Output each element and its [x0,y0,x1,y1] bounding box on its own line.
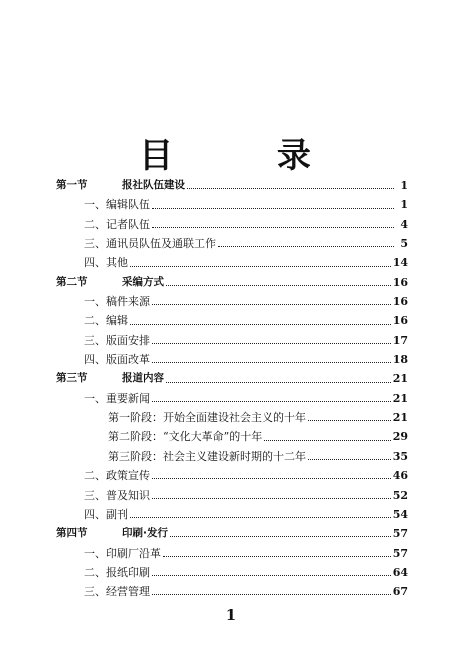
toc-section-row [56,524,408,543]
dot-leader [130,324,391,325]
dot-leader [130,517,391,518]
entry-title: 一、稿件来源 [84,295,150,309]
entry-title: 三、经营管理 [84,585,150,599]
dot-leader [170,536,391,537]
page-reference: 16 [392,295,408,309]
dot-leader [152,575,391,576]
section-number: 第四节 [56,527,88,540]
toc-entry-row [56,505,408,524]
entry-title: 二、政策宣传 [84,469,150,483]
page-reference: 21 [392,411,408,425]
dot-leader [166,285,391,286]
entry-title: 一、重要新闻 [84,391,150,405]
section-title: 报社队伍建设 [122,179,185,191]
page-reference: 16 [392,314,408,328]
page-reference: 21 [392,391,408,405]
toc-entry-row [56,389,408,408]
section-title: 印刷·发行 [122,527,168,540]
toc-section-row [56,369,408,388]
toc-entry-row [56,582,408,601]
dot-leader [152,208,394,209]
dot-leader [152,304,391,305]
dot-leader [308,459,391,460]
page-reference: 14 [392,256,408,270]
section-number: 第二节 [56,275,88,288]
dot-leader [308,420,391,421]
toc-entry-row [56,253,408,272]
dot-leader [218,246,394,247]
table-of-contents [56,176,408,602]
toc-section-row [56,273,408,292]
page-reference: 18 [392,353,408,367]
toc-entry-row [56,447,408,466]
toc-entry-row [56,292,408,311]
subentry-title: 第一阶段：开始全面建设社会主义的十年 [108,411,306,425]
page-number: 1 [225,606,237,624]
dot-leader [264,440,390,441]
dot-leader [163,556,391,557]
section-number: 第一节 [56,179,88,191]
dot-leader [152,594,391,595]
section-title: 采编方式 [122,275,164,288]
toc-entry-row [56,215,408,234]
dot-leader [152,478,391,479]
entry-title: 四、其他 [84,256,128,270]
toc-entry-row [56,195,408,214]
toc-entry-row [56,350,408,369]
toc-entry-row [56,466,408,485]
page-reference: 5 [400,237,408,251]
toc-entry-row [56,234,408,253]
dot-leader [130,266,391,267]
page-reference: 1 [400,179,408,192]
subentry-title: 第三阶段：社会主义建设新时期的十二年 [108,449,306,463]
page-reference: 64 [392,565,408,579]
entry-title: 一、编辑队伍 [84,198,150,212]
dot-leader [152,401,391,402]
page-reference: 29 [392,430,408,444]
page-reference: 57 [392,546,408,560]
entry-title: 四、版面改革 [84,353,150,367]
toc-entry-row [56,408,408,427]
entry-title: 一、印刷厂沿革 [84,546,161,560]
toc-entry-row [56,486,408,505]
entry-title: 二、编辑 [84,314,128,328]
entry-title: 四、副刊 [84,507,128,521]
section-number: 第三节 [56,372,88,385]
page-reference: 67 [392,585,408,599]
page-reference: 52 [392,488,408,502]
toc-entry-row [56,427,408,446]
entry-title: 三、通讯员队伍及通联工作 [84,237,216,251]
page-reference: 54 [392,507,408,521]
entry-title: 二、报纸印刷 [84,565,150,579]
section-title: 报道内容 [122,372,164,385]
entry-title: 三、版面安排 [84,333,150,347]
toc-entry-row [56,331,408,350]
toc-entry-row [56,563,408,582]
page-title: 目 录 [139,136,357,176]
page-reference: 4 [400,217,408,231]
page-reference: 21 [392,372,408,386]
toc-section-row [56,176,408,195]
dot-leader [152,343,391,344]
entry-title: 二、记者队伍 [84,217,150,231]
page-reference: 57 [392,527,408,541]
page-reference: 46 [392,469,408,483]
page-reference: 16 [392,275,408,289]
dot-leader [166,382,391,383]
dot-leader [152,227,394,228]
dot-leader [152,498,391,499]
dot-leader [187,188,394,189]
page-reference: 1 [400,198,408,212]
entry-title: 三、普及知识 [84,488,150,502]
page-reference: 35 [392,449,408,463]
dot-leader [152,362,391,363]
toc-entry-row [56,311,408,330]
subentry-title: 第二阶段：“文化大革命”的十年 [108,430,263,444]
page-reference: 17 [392,333,408,347]
toc-entry-row [56,544,408,563]
